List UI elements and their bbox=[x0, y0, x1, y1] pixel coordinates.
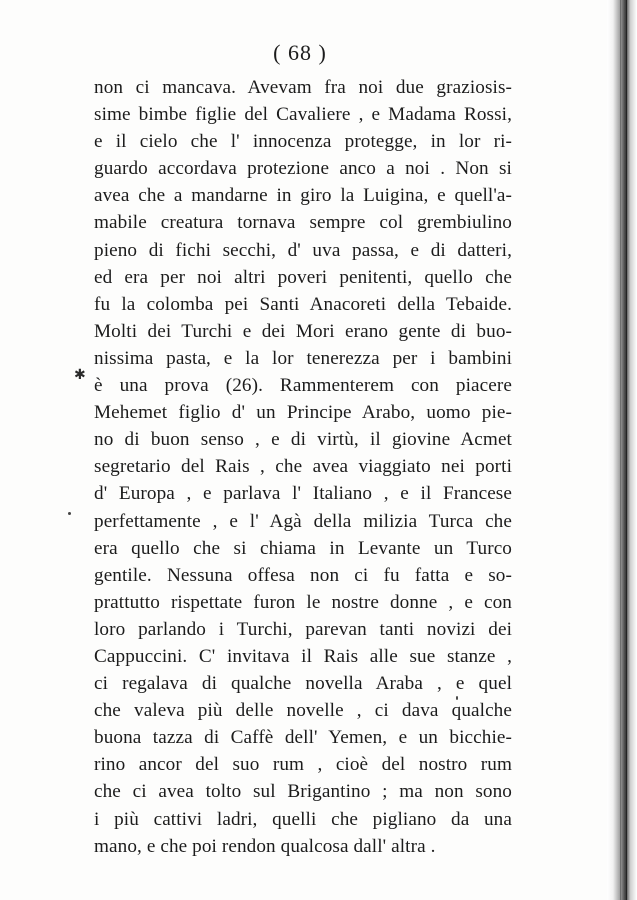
text-line: gentile. Nessuna offesa non ci fu fatta e so- bbox=[94, 564, 512, 586]
text-line: loro parlando i Turchi, parevan tanti novizi dei bbox=[94, 618, 512, 640]
text-line: prattutto rispettate furon le nostre donne , e con bbox=[94, 591, 512, 613]
paper-speck bbox=[68, 512, 71, 515]
text-line: Mehemet figlio d' un Principe Arabo, uomo pie- bbox=[94, 402, 512, 424]
text-line: d' Europa , e parlava l' Italiano , e il Francese bbox=[94, 483, 512, 505]
text-line: fu la colomba pei Santi Anacoreti della Tebaide. bbox=[94, 293, 512, 315]
text-line: è una prova (26). Rammenterem con piacere bbox=[94, 375, 512, 397]
text-line: nissima pasta, e la lor tenerezza per i bambini bbox=[94, 347, 512, 369]
text-line: Molti dei Turchi e dei Mori erano gente di buo- bbox=[94, 320, 512, 342]
text-line: ci regalava di qualche novella Araba , e quel bbox=[94, 673, 512, 695]
text-line: i più cattivi ladri, quelli che pigliano da una bbox=[94, 808, 512, 830]
text-line: rino ancor del suo rum , cioè del nostro rum bbox=[94, 754, 512, 776]
text-line: che valeva più delle novelle , ci dava qualche bbox=[94, 700, 512, 722]
text-line: sime bimbe figlie del Cavaliere , e Madama Rossi, bbox=[94, 104, 512, 126]
text-line: segretario del Rais , che avea viaggiato nei porti bbox=[94, 456, 512, 478]
text-line: buona tazza di Caffè dell' Yemen, e un bicchie- bbox=[94, 727, 512, 749]
text-line: Cappuccini. C' invitava il Rais alle sue stanze , bbox=[94, 645, 512, 667]
paper-speck bbox=[456, 696, 458, 700]
book-spine-edge bbox=[607, 0, 637, 900]
text-line: e il cielo che l' innocenza protegge, in lor ri- bbox=[94, 131, 512, 153]
text-line: era quello che si chiama in Levante un Turco bbox=[94, 537, 512, 559]
text-line: no di buon senso , e di virtù, il giovine Acmet bbox=[94, 429, 512, 451]
margin-asterisk-mark: ✱ bbox=[74, 367, 86, 383]
text-line: mabile creatura tornava sempre col grembiulino bbox=[94, 212, 512, 234]
text-line: guardo accordava protezione anco a noi . Non si bbox=[94, 158, 512, 180]
text-line: pieno di fichi secchi, d' uva passa, e di datteri, bbox=[94, 239, 512, 261]
text-line: mano, e che poi rendon qualcosa dall' altra . bbox=[94, 835, 436, 857]
text-line: che ci avea tolto sul Brigantino ; ma non sono bbox=[94, 781, 512, 803]
spine-line bbox=[626, 0, 627, 900]
text-line: perfettamente , e l' Agà della milizia Turca che bbox=[94, 510, 512, 532]
body-text bbox=[94, 74, 512, 860]
text-line: non ci mancava. Avevam fra noi due graziosis- bbox=[94, 77, 512, 98]
spine-line bbox=[620, 0, 621, 900]
text-line: ed era per noi altri poveri penitenti, quello che bbox=[94, 266, 512, 288]
text-line: avea che a mandarne in giro la Luigina, e quell'a- bbox=[94, 185, 512, 207]
page-number: ( 68 ) bbox=[273, 40, 327, 65]
